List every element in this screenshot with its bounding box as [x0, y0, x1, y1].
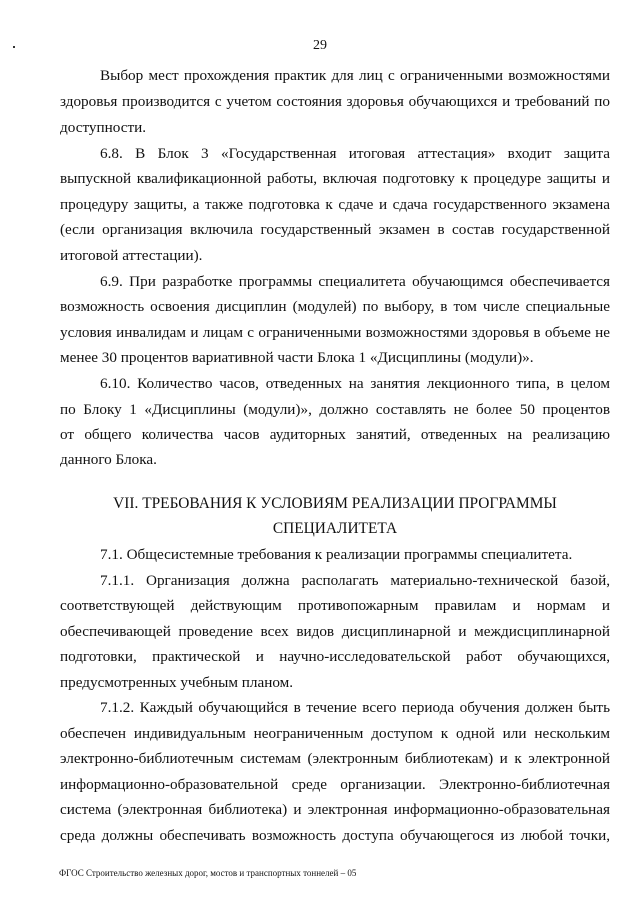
text-line: соответствующей действующим противопожарным правилам и нормам и — [60, 597, 610, 614]
text-line: здоровья производится с учетом состояния здоровья обучающихся и требований по — [60, 93, 610, 110]
text-line: предусмотренных учебным планом. — [60, 674, 294, 691]
text-line: 6.8. В Блок 3 «Государственная итоговая аттестация» входит защита — [100, 145, 610, 162]
text-line: 7.1. Общесистемные требования к реализации программы специалитета. — [100, 546, 573, 563]
footer-text: ФГОС Строительство железных дорог, мостов и транспортных тоннелей – 05 — [59, 868, 357, 878]
text-line: информационно-образовательной среде организации. Электронно-библиотечная — [60, 776, 610, 793]
text-line: (если организация включила государственный экзамен в состав государственной — [60, 221, 610, 238]
text-line: 7.1.1. Организация должна располагать материально-технической базой, — [100, 572, 610, 589]
text-line: доступности. — [60, 119, 147, 136]
text-line: возможность освоения дисциплин (модулей) по выбору, в том числе специальные — [60, 298, 610, 315]
text-line: среда должны обеспечивать возможность доступа обучающегося из любой точки, — [60, 827, 610, 844]
text-line: по Блоку 1 «Дисциплины (модули)», должно составлять не более 50 процентов — [60, 401, 610, 418]
text-line: итоговой аттестации). — [60, 247, 203, 264]
text-line: система (электронная библиотека) и электронная информационно-образовательная — [60, 801, 610, 818]
text-line: условия инвалидам и лицам с ограниченными возможностями здоровья в объеме не — [60, 324, 610, 341]
text-line: от общего количества часов аудиторных занятий, отведенных на реализацию — [60, 426, 610, 443]
text-line: выпускной квалификационной работы, включая подготовку к процедуре защиты и — [60, 170, 610, 187]
text-line: Выбор мест прохождения практик для лиц с ограниченными возможностями — [100, 67, 610, 84]
text-line: обеспечивающей проведение всех видов дисциплинарной и междисциплинарной — [60, 623, 610, 640]
section-heading: VII. ТРЕБОВАНИЯ К УСЛОВИЯМ РЕАЛИЗАЦИИ ПРОГРАММЫ — [113, 495, 557, 512]
text-line: процедуру защиты, а также подготовка к сдаче и сдача государственного экзамена — [60, 196, 610, 213]
text-line: менее 30 процентов вариативной части Блока 1 «Дисциплины (модули)». — [60, 349, 534, 366]
text-line: электронно-библиотечным системам (электронным библиотекам) и к электронной — [60, 750, 610, 767]
text-line: подготовки, практической и научно-исследовательской работ обучающихся, — [60, 648, 610, 665]
text-line: обеспечен индивидуальным неограниченным доступом к одной или нескольким — [60, 725, 610, 742]
page-number: 29 — [313, 38, 327, 53]
section-heading: СПЕЦИАЛИТЕТА — [272, 520, 398, 537]
text-line: данного Блока. — [60, 451, 157, 468]
text-line: 7.1.2. Каждый обучающийся в течение всего периода обучения должен быть — [100, 699, 610, 716]
text-line: 6.10. Количество часов, отведенных на занятия лекционного типа, в целом — [100, 375, 610, 392]
text-line: 6.9. При разработке программы специалитета обучающимся обеспечивается — [100, 273, 610, 290]
